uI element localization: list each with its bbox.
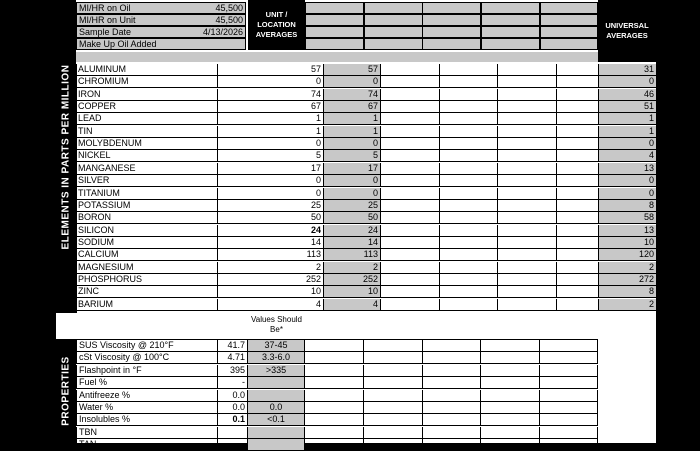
element-unit-average: 5 (324, 150, 381, 162)
element-name: BARIUM (76, 299, 218, 311)
element-empty-cell (381, 188, 440, 200)
element-empty-cell (498, 101, 557, 113)
element-unit-average: 67 (324, 101, 381, 113)
element-empty-cell (440, 249, 498, 261)
property-empty-cell (422, 365, 481, 377)
element-name: POTASSIUM (76, 200, 218, 212)
element-empty-cell (381, 126, 440, 138)
element-empty-cell (381, 138, 440, 150)
property-should-be: 3.3-6.0 (248, 352, 305, 364)
element-empty-cell (498, 175, 557, 187)
element-universal-average: 0 (598, 188, 656, 200)
element-name: MOLYBDENUM (76, 138, 218, 150)
element-empty-cell (440, 150, 498, 162)
element-empty-cell (381, 64, 440, 76)
element-empty-cell (498, 249, 557, 261)
element-universal-average: 0 (598, 138, 656, 150)
element-unit-average: 0 (324, 76, 381, 88)
property-empty-cell (364, 352, 423, 364)
element-empty-cell (498, 200, 557, 212)
unit-averages-header: UNIT / LOCATION AVERAGES (248, 0, 305, 50)
header-empty-cell (540, 14, 598, 26)
property-name: TBN (76, 427, 218, 439)
header-row-label: MI/HR on Oil (79, 3, 131, 13)
element-empty-cell (381, 150, 440, 162)
element-empty-cell (440, 299, 498, 311)
header-row-label: MI/HR on Unit (79, 15, 136, 25)
element-unit-average: 57 (324, 64, 381, 76)
element-empty-cell (381, 249, 440, 261)
element-empty-cell (381, 113, 440, 125)
element-name: MAGNESIUM (76, 262, 218, 274)
element-empty-cell (440, 212, 498, 224)
element-row (76, 188, 599, 200)
element-value: 0 (218, 76, 324, 88)
property-empty-cell (364, 365, 423, 377)
element-name: BORON (76, 212, 218, 224)
element-empty-cell (498, 64, 557, 76)
element-empty-cell (498, 188, 557, 200)
element-value: 10 (218, 286, 324, 298)
property-empty-cell (305, 439, 364, 451)
element-empty-cell (440, 163, 498, 175)
element-value: 24 (218, 225, 324, 237)
header-row-value: 45,500 (215, 15, 243, 25)
header-empty-cell (305, 14, 364, 26)
element-empty-cell (498, 212, 557, 224)
element-universal-average: 58 (598, 212, 656, 224)
element-empty-cell (381, 237, 440, 249)
property-empty-cell (305, 390, 364, 402)
element-empty-cell (440, 64, 498, 76)
element-unit-average: 74 (324, 89, 381, 101)
element-row (76, 101, 599, 113)
header-empty-cell (364, 14, 423, 26)
header-empty-cell (540, 2, 598, 14)
header-row (76, 38, 246, 50)
property-empty-cell (422, 390, 481, 402)
header-separator (76, 52, 599, 62)
header-row-label: Sample Date (79, 27, 132, 37)
element-name: MANGANESE (76, 163, 218, 175)
element-empty-cell (440, 126, 498, 138)
property-empty-cell (422, 377, 481, 389)
element-empty-cell (440, 175, 498, 187)
property-value: - (218, 377, 248, 389)
header-row-value: 45,500 (215, 3, 243, 13)
element-empty-cell (498, 237, 557, 249)
element-empty-cell (381, 262, 440, 274)
property-value: 395 (218, 365, 248, 377)
element-empty-cell (381, 212, 440, 224)
header-empty-cell (364, 26, 423, 38)
element-universal-average: 1 (598, 126, 656, 138)
element-name: COPPER (76, 101, 218, 113)
element-universal-average: 4 (598, 150, 656, 162)
element-empty-cell (498, 262, 557, 274)
property-empty-cell (481, 439, 540, 451)
element-empty-cell (381, 76, 440, 88)
element-empty-cell (498, 150, 557, 162)
element-unit-average: 50 (324, 212, 381, 224)
element-name: SODIUM (76, 237, 218, 249)
property-name: Antifreeze % (76, 390, 218, 402)
element-empty-cell (440, 237, 498, 249)
property-empty-cell (481, 340, 540, 352)
property-value: 0.0 (218, 390, 248, 402)
element-universal-average: 0 (598, 175, 656, 187)
element-unit-average: 24 (324, 225, 381, 237)
element-empty-cell (498, 299, 557, 311)
property-empty-cell (305, 427, 364, 439)
element-empty-cell (381, 274, 440, 286)
element-unit-average: 2 (324, 262, 381, 274)
header-row (76, 14, 246, 26)
element-unit-average: 252 (324, 274, 381, 286)
element-unit-average: 4 (324, 299, 381, 311)
element-value: 4 (218, 299, 324, 311)
property-name: TAN (76, 439, 218, 451)
element-name: CALCIUM (76, 249, 218, 261)
element-empty-cell (440, 274, 498, 286)
elements-border (76, 64, 77, 313)
element-row (76, 262, 599, 274)
element-row (76, 89, 599, 101)
element-row (76, 225, 599, 237)
header-empty-cell (364, 38, 423, 50)
values-should-be-label: Values Should Be* (251, 315, 302, 334)
element-row (76, 299, 599, 311)
element-name: SILVER (76, 175, 218, 187)
property-should-be: <0.1 (248, 414, 305, 426)
element-empty-cell (440, 76, 498, 88)
property-empty-cell (540, 340, 598, 352)
element-row (76, 113, 599, 125)
element-empty-cell (381, 163, 440, 175)
property-name: SUS Viscosity @ 210°F (76, 340, 218, 352)
property-empty-cell (540, 390, 598, 402)
element-universal-average: 272 (598, 274, 656, 286)
element-value: 252 (218, 274, 324, 286)
property-empty-cell (305, 414, 364, 426)
property-should-be: >335 (248, 365, 305, 377)
property-should-be (248, 390, 305, 402)
element-universal-average: 8 (598, 286, 656, 298)
property-empty-cell (540, 377, 598, 389)
property-empty-cell (364, 402, 423, 414)
element-empty-cell (440, 286, 498, 298)
header-empty-cell (305, 38, 364, 50)
element-value: 57 (218, 64, 324, 76)
element-empty-cell (498, 163, 557, 175)
header-empty-cell (305, 26, 364, 38)
element-value: 14 (218, 237, 324, 249)
element-empty-cell (381, 299, 440, 311)
property-empty-cell (422, 427, 481, 439)
element-value: 5 (218, 150, 324, 162)
property-empty-cell (364, 439, 423, 451)
element-universal-average: 0 (598, 76, 656, 88)
element-value: 113 (218, 249, 324, 261)
element-name: LEAD (76, 113, 218, 125)
property-value: 41.7 (218, 340, 248, 352)
element-value: 0 (218, 188, 324, 200)
header-empty-cell (364, 2, 423, 14)
element-empty-cell (440, 200, 498, 212)
property-value (218, 439, 248, 451)
property-empty-cell (305, 402, 364, 414)
element-empty-cell (440, 89, 498, 101)
element-value: 50 (218, 212, 324, 224)
property-empty-cell (422, 352, 481, 364)
properties-section-label: PROPERTIES (56, 339, 76, 443)
element-unit-average: 1 (324, 113, 381, 125)
element-empty-cell (381, 200, 440, 212)
header-row (76, 2, 246, 14)
element-row (76, 150, 599, 162)
element-name: CHROMIUM (76, 76, 218, 88)
element-row (76, 249, 599, 261)
element-unit-average: 14 (324, 237, 381, 249)
header-empty-cell (481, 26, 540, 38)
element-unit-average: 17 (324, 163, 381, 175)
element-value: 1 (218, 126, 324, 138)
element-empty-cell (498, 126, 557, 138)
element-universal-average: 31 (598, 64, 656, 76)
property-should-be (248, 439, 305, 451)
element-universal-average: 2 (598, 299, 656, 311)
element-row (76, 237, 599, 249)
header-empty-cell (422, 2, 481, 14)
property-empty-cell (540, 439, 598, 451)
property-empty-cell (422, 414, 481, 426)
property-empty-cell (422, 402, 481, 414)
property-empty-cell (364, 377, 423, 389)
element-value: 1 (218, 113, 324, 125)
header-row (76, 26, 246, 38)
header-empty-cell (305, 2, 364, 14)
property-empty-cell (364, 414, 423, 426)
property-empty-cell (481, 414, 540, 426)
property-empty-cell (540, 414, 598, 426)
element-name: TIN (76, 126, 218, 138)
element-universal-average: 10 (598, 237, 656, 249)
property-name: Water % (76, 402, 218, 414)
element-row (76, 64, 599, 76)
property-empty-cell (540, 427, 598, 439)
property-empty-cell (540, 365, 598, 377)
property-empty-cell (305, 377, 364, 389)
property-empty-cell (481, 377, 540, 389)
property-empty-cell (305, 352, 364, 364)
element-universal-average: 13 (598, 225, 656, 237)
element-empty-cell (440, 101, 498, 113)
element-name: ZINC (76, 286, 218, 298)
element-universal-average: 51 (598, 101, 656, 113)
property-empty-cell (540, 402, 598, 414)
element-value: 0 (218, 138, 324, 150)
property-empty-cell (481, 352, 540, 364)
element-unit-average: 0 (324, 188, 381, 200)
element-row (76, 76, 599, 88)
property-name: Fuel % (76, 377, 218, 389)
element-empty-cell (440, 188, 498, 200)
element-value: 67 (218, 101, 324, 113)
element-value: 25 (218, 200, 324, 212)
element-empty-cell (440, 138, 498, 150)
element-unit-average: 0 (324, 175, 381, 187)
element-row (76, 200, 599, 212)
element-universal-average: 1 (598, 113, 656, 125)
element-row (76, 175, 599, 187)
header-row-value: 4/13/2026 (202, 27, 243, 37)
header-empty-cell (540, 38, 598, 50)
element-empty-cell (498, 113, 557, 125)
element-row (76, 274, 599, 286)
element-empty-cell (381, 89, 440, 101)
property-empty-cell (481, 390, 540, 402)
element-name: NICKEL (76, 150, 218, 162)
property-empty-cell (481, 365, 540, 377)
property-should-be: 37-45 (248, 340, 305, 352)
element-empty-cell (381, 101, 440, 113)
element-row (76, 212, 599, 224)
element-name: IRON (76, 89, 218, 101)
element-name: SILICON (76, 225, 218, 237)
properties-top-border (76, 339, 598, 340)
header-empty-cell (422, 26, 481, 38)
element-name: TITANIUM (76, 188, 218, 200)
property-empty-cell (305, 365, 364, 377)
element-row (76, 138, 599, 150)
element-value: 74 (218, 89, 324, 101)
property-empty-cell (481, 427, 540, 439)
header-empty-cell (422, 38, 481, 50)
element-value: 0 (218, 175, 324, 187)
element-empty-cell (440, 225, 498, 237)
property-should-be (248, 377, 305, 389)
element-unit-average: 1 (324, 126, 381, 138)
header-row-label: Make Up Oil Added (79, 39, 157, 49)
property-should-be (248, 427, 305, 439)
property-empty-cell (305, 340, 364, 352)
element-universal-average: 46 (598, 89, 656, 101)
property-name: Flashpoint in °F (76, 365, 218, 377)
header-empty-cell (422, 14, 481, 26)
property-value: 4.71 (218, 352, 248, 364)
header-empty-cell (481, 14, 540, 26)
element-row (76, 163, 599, 175)
element-empty-cell (498, 286, 557, 298)
property-name: Insolubles % (76, 414, 218, 426)
element-name: ALUMINUM (76, 64, 218, 76)
element-name: PHOSPHORUS (76, 274, 218, 286)
element-empty-cell (498, 89, 557, 101)
property-empty-cell (364, 390, 423, 402)
element-unit-average: 113 (324, 249, 381, 261)
element-universal-average: 120 (598, 249, 656, 261)
element-empty-cell (498, 138, 557, 150)
element-universal-average: 8 (598, 200, 656, 212)
element-value: 2 (218, 262, 324, 274)
element-empty-cell (440, 113, 498, 125)
element-universal-average: 13 (598, 163, 656, 175)
element-empty-cell (440, 262, 498, 274)
property-value (218, 427, 248, 439)
element-row (76, 286, 599, 298)
property-empty-cell (364, 340, 423, 352)
header-empty-cell (540, 26, 598, 38)
property-empty-cell (422, 439, 481, 451)
header-empty-cell (481, 2, 540, 14)
property-value: 0.0 (218, 402, 248, 414)
elements-section-label: ELEMENTS IN PARTS PER MILLION (56, 0, 76, 313)
property-empty-cell (481, 402, 540, 414)
property-empty-cell (422, 340, 481, 352)
element-row (76, 126, 599, 138)
property-name: cSt Viscosity @ 100°C (76, 352, 218, 364)
property-value: 0.1 (218, 414, 248, 426)
header-empty-cell (481, 38, 540, 50)
element-universal-average: 2 (598, 262, 656, 274)
universal-averages-header: UNIVERSAL AVERAGES (598, 0, 656, 62)
property-should-be: 0.0 (248, 402, 305, 414)
element-unit-average: 25 (324, 200, 381, 212)
property-empty-cell (364, 427, 423, 439)
element-empty-cell (498, 76, 557, 88)
element-value: 17 (218, 163, 324, 175)
element-empty-cell (498, 225, 557, 237)
element-empty-cell (381, 175, 440, 187)
property-empty-cell (540, 352, 598, 364)
element-unit-average: 10 (324, 286, 381, 298)
element-unit-average: 0 (324, 138, 381, 150)
element-empty-cell (381, 286, 440, 298)
element-empty-cell (381, 225, 440, 237)
element-empty-cell (498, 274, 557, 286)
